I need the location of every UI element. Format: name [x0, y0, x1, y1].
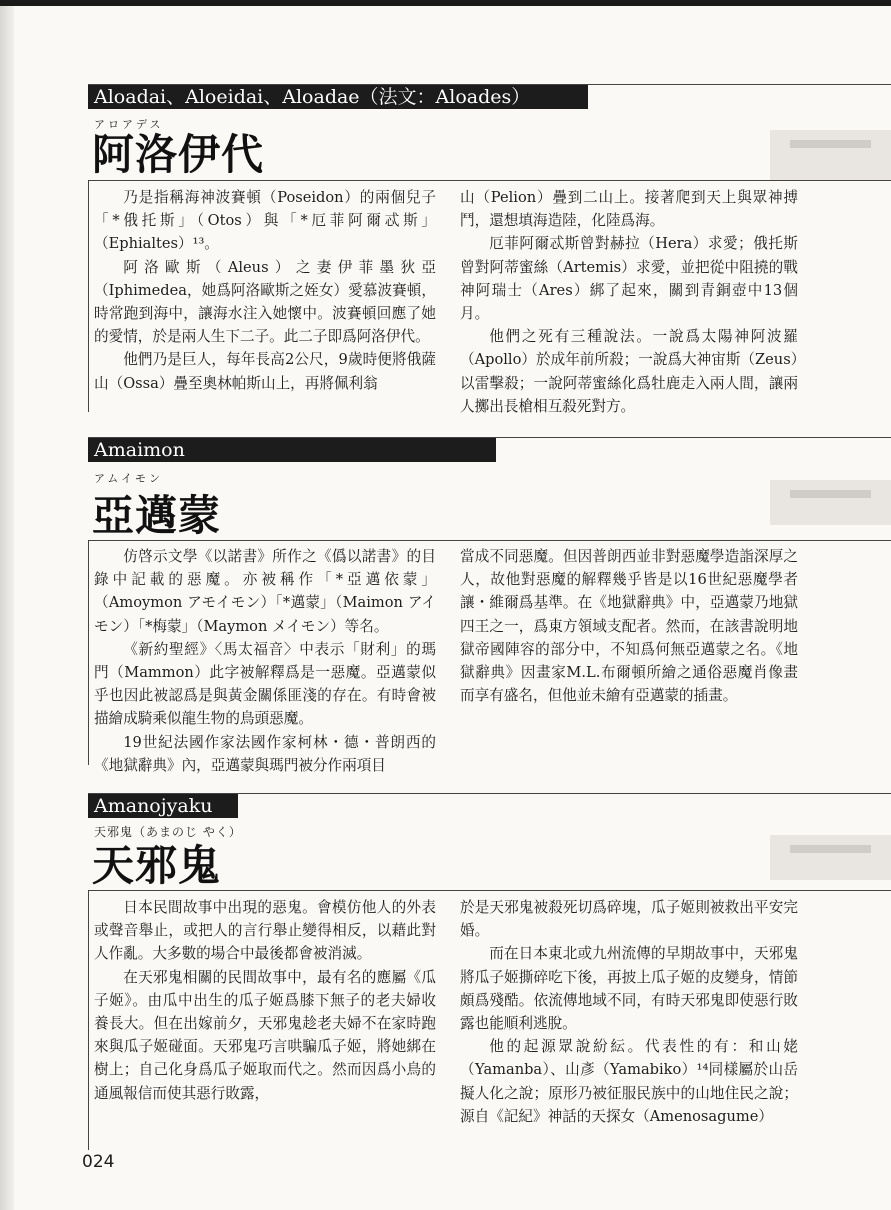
entry-left-column — [94, 545, 436, 777]
paragraph: 阿洛歐斯（Aleus）之妻伊菲墨狄亞（Iphimedea，她爲阿洛歐斯之姪女）愛慕波賽頓，時常跑到海中，讓海水注入她懷中。波賽頓回應了她的愛情，於是兩人生下二子。此二子即爲阿洛伊代。 — [94, 258, 436, 346]
paragraph: 他的起源眾說紛紜。代表性的有：和山姥（Yamanba）、山彥（Yamabiko）¹⁴同樣屬於山岳擬人化之說；原形乃被征服民族中的山地住民之說；源自《記紀》神話的天探女（Amenosagume） — [460, 1038, 798, 1125]
entry-left-rule — [88, 540, 89, 765]
entry-right-column — [460, 545, 798, 707]
paragraph: 日本民間故事中出現的惡鬼。會模仿他人的外表或聲音舉止，或把人的言行舉止變得相反，以藉此對人作亂。大多數的場合中最後都會被消滅。 — [94, 899, 436, 963]
paragraph: 他們之死有三種說法。一說爲太陽神阿波羅（Apollo）於成年前所殺；一說爲大神宙斯（Zeus）以雷擊殺；一說阿蒂蜜絲化爲牡鹿走入兩人間，讓兩人擲出長槍相互殺死對方。 — [460, 328, 798, 415]
bleedthrough-block — [770, 130, 891, 180]
bleedthrough-block — [770, 480, 891, 525]
paragraph: 厄菲阿爾忒斯曾對赫拉（Hera）求愛；俄托斯曾對阿蒂蜜絲（Artemis）求愛，並把從中阻撓的戰神阿瑞士（Ares）綁了起來，關到青銅壺中13個月。 — [460, 235, 798, 323]
bleedthrough-block — [770, 835, 891, 880]
entry-title-rule — [88, 180, 891, 181]
entry-kana-reading: アロアデス — [94, 118, 164, 131]
entry-kana-reading: アムイモン — [94, 472, 164, 485]
entry-header-bar: Amaimon — [88, 438, 496, 462]
entry-kana-reading: 天邪鬼（あまのじ やく） — [94, 825, 242, 839]
paragraph: 而在日本東北或九州流傳的早期故事中，天邪鬼將瓜子姬撕碎吃下後，再披上瓜子姬的皮變身，情節頗爲殘酷。依流傳地域不同，有時天邪鬼即使惡行敗露也能順利逃脫。 — [460, 945, 798, 1033]
page-number: 024 — [82, 1152, 115, 1172]
entry-left-rule — [88, 890, 89, 1150]
entry-left-column — [94, 186, 436, 395]
paragraph: 《新約聖經》〈馬太福音〉中表示「財利」的瑪門（Mammon）此字被解釋爲是一惡魔。亞邁蒙似乎也因此被認爲是與黃金關係匪淺的存在。有時會被描繪成騎乘似龍生物的鳥頭惡魔。 — [94, 640, 436, 728]
entry-title: 阿洛伊代 — [92, 130, 265, 179]
entry-right-column — [460, 186, 798, 418]
entry-left-column — [94, 896, 436, 1105]
entry-left-rule — [88, 180, 89, 412]
entry-title-rule — [88, 890, 891, 891]
entry-title-rule — [88, 540, 891, 541]
paragraph: 乃是指稱海神波賽頓（Poseidon）的兩個兒子「*俄托斯」（Otos）與「*厄菲阿爾忒斯」（Ephialtes）¹³。 — [94, 189, 436, 253]
entry-header-bar: Aloadai、Aloeidai、Aloadae（法文：Aloades） — [88, 85, 588, 109]
paragraph: 19世紀法國作家法國作家柯林・德・普朗西的《地獄辭典》內，亞邁蒙與瑪門被分作兩項目 — [94, 733, 436, 774]
entry-right-column — [460, 896, 798, 1128]
entry-title: 天邪鬼 — [92, 841, 222, 890]
paragraph: 山（Pelion）疊到二山上。接著爬到天上與眾神搏鬥，還想填海造陸，化陸爲海。 — [460, 189, 798, 230]
paragraph: 仿啓示文學《以諾書》所作之《僞以諾書》的目錄中記載的惡魔。亦被稱作「*亞邁依蒙」（Amoymon アモイモン）「*邁蒙」（Maimon アイモン）「*梅蒙」（Maymon メイモン）等名。 — [94, 548, 436, 635]
entry-header-bar: Amanojyaku — [88, 794, 238, 818]
paragraph: 在天邪鬼相關的民間故事中，最有名的應屬《瓜子姬》。由瓜中出生的瓜子姬爲膝下無子的老夫婦收養長大。但在出嫁前夕，天邪鬼趁老夫婦不在家時跑來與瓜子姬碰面。天邪鬼巧言哄騙瓜子姬，將她綁在樹上；自己化身爲瓜子姬取而代之。然而因爲小鳥的通風報信而使其惡行敗露， — [94, 968, 436, 1102]
scan-edge — [0, 0, 891, 6]
paragraph: 當成不同惡魔。但因普朗西並非對惡魔學造詣深厚之人，故他對惡魔的解釋幾乎皆是以16世紀惡魔學者讓・維爾爲基準。在《地獄辭典》中，亞邁蒙乃地獄四王之一，爲東方領域支配者。然而，在該書說明地獄帝國陣容的部分中，不知爲何無亞邁蒙之名。《地獄辭典》因畫家M.L.布爾頓所繪之通俗惡魔肖像畫而享有盛名，但他並未繪有亞邁蒙的插畫。 — [460, 548, 798, 705]
paragraph: 他們乃是巨人，每年長高2公尺，9歲時便將俄薩山（Ossa）疊至奧林帕斯山上，再將佩利翁 — [94, 351, 436, 392]
paragraph: 於是天邪鬼被殺死切爲碎塊，瓜子姬則被救出平安完婚。 — [460, 899, 798, 940]
page-binding-shadow — [0, 6, 14, 1210]
entry-title: 亞邁蒙 — [92, 491, 222, 540]
